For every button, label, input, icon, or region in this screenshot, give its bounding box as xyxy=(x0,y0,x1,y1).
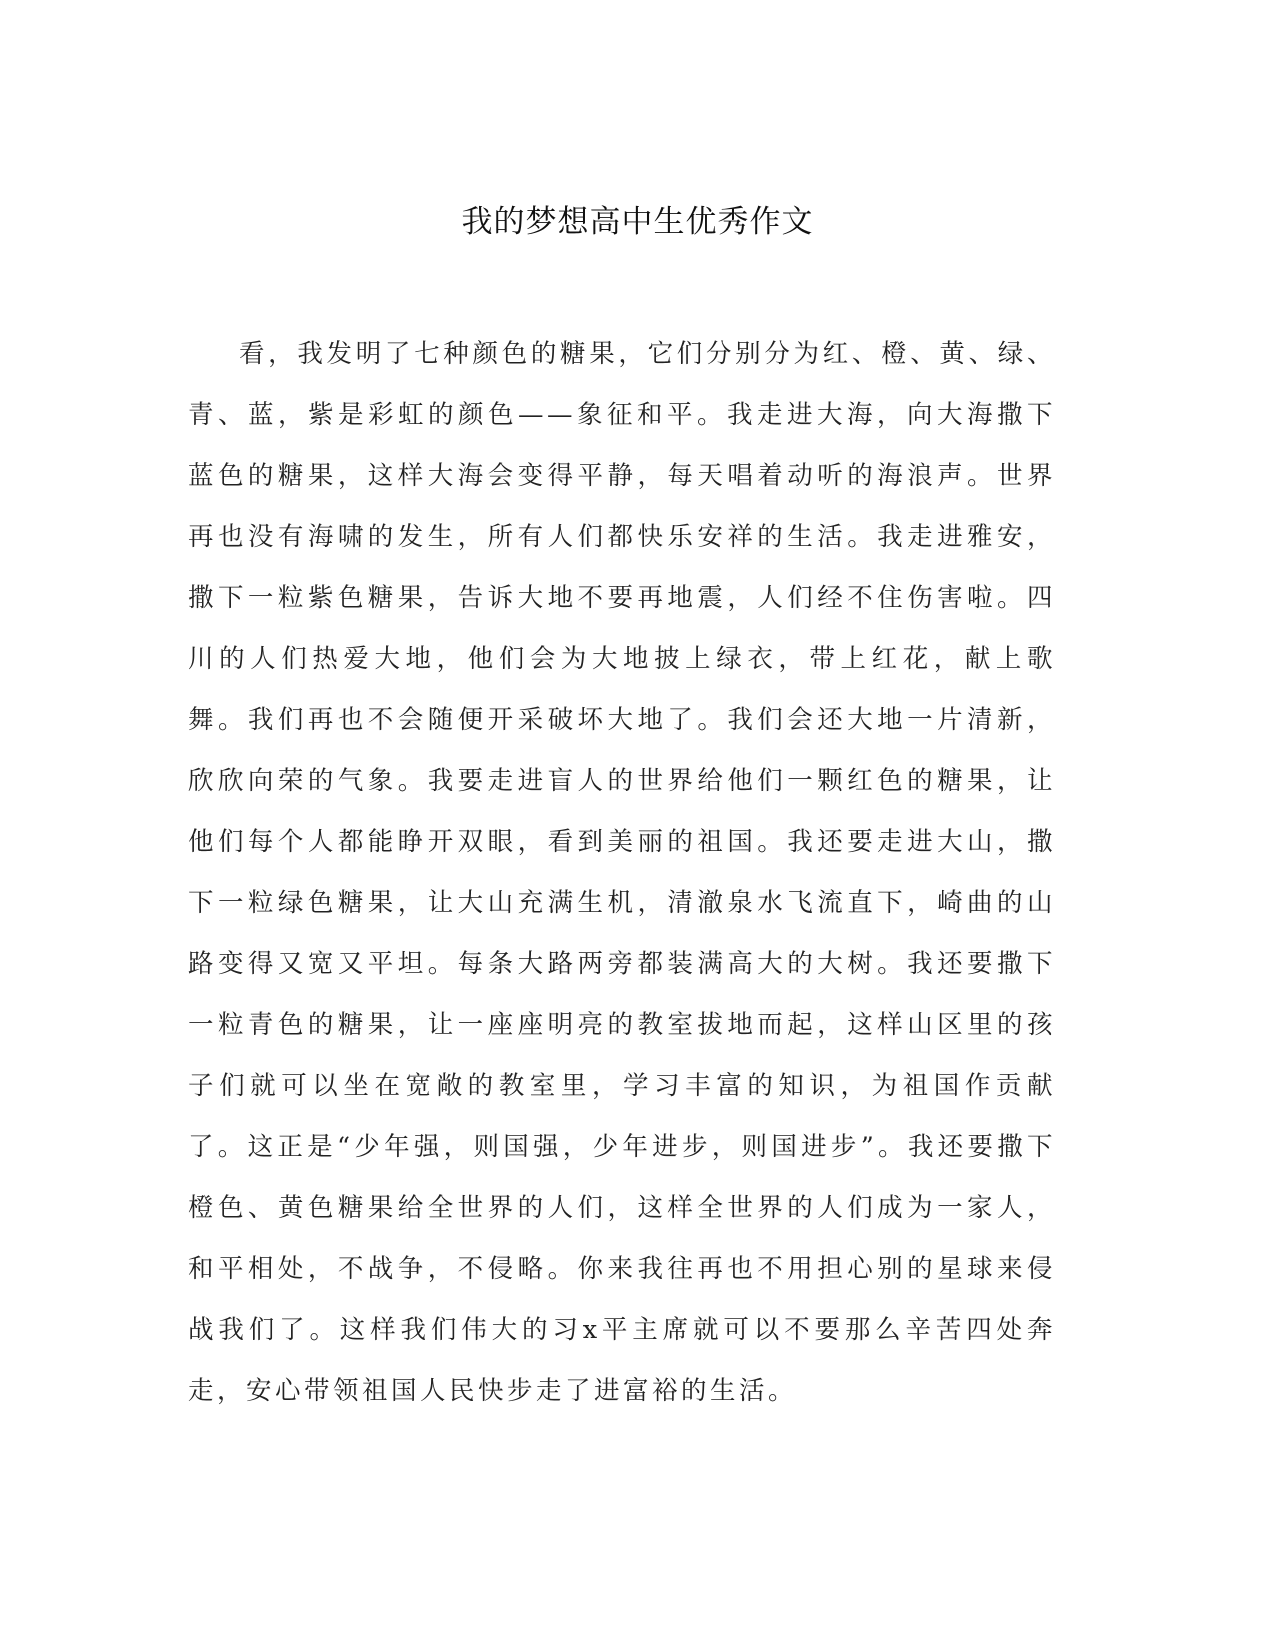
essay-paragraph: 看，我发明了七种颜色的糖果，它们分别分为红、橙、黄、绿、青、蓝，紫是彩虹的颜色——象征和平。我走进大海，向大海撒下蓝色的糖果，这样大海会变得平静，每天唱着动听的海浪声。世界再也没有海啸的发生，所有人们都快乐安祥的生活。我走进雅安，撒下一粒紫色糖果，告诉大地不要再地震，人们经不住伤害啦。四川的人们热爱大地，他们会为大地披上绿衣，带上红花，献上歌舞。我们再也不会随便开采破坏大地了。我们会还大地一片清新，欣欣向荣的气象。我要走进盲人的世界给他们一颗红色的糖果，让他们每个人都能睁开双眼，看到美丽的祖国。我还要走进大山，撒下一粒绿色糖果，让大山充满生机，清澈泉水飞流直下，崎曲的山路变得又宽又平坦。每条大路两旁都装满高大的大树。我还要撒下一粒青色的糖果，让一座座明亮的教室拔地而起，这样山区里的孩子们就可以坐在宽敞的教室里，学习丰富的知识，为祖国作贡献了。这正是“少年强，则国强，少年进步，则国进步”。我还要撒下橙色、黄色糖果给全世界的人们，这样全世界的人们成为一家人，和平相处，不战争，不侵略。你来我往再也不用担心别的星球来侵战我们了。这样我们伟大的习x平主席就可以不要那么辛苦四处奔走，安心带领祖国人民快步走了进富裕的生活。 xyxy=(188,339,1056,1406)
page-title: 我的梦想高中生优秀作文 xyxy=(461,204,814,240)
